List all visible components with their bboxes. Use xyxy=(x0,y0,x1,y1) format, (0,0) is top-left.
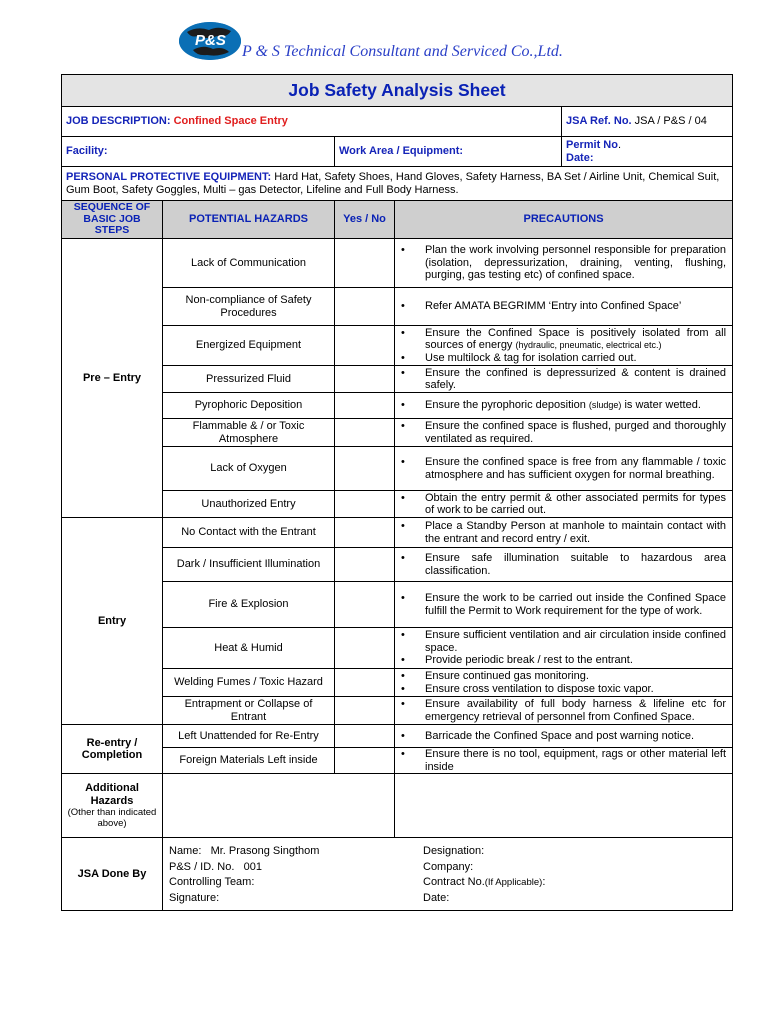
logo-text: P&S xyxy=(195,32,226,49)
table-row: Unauthorized Entry • Obtain the entry permit & other associated permits for types of work to be carried out. xyxy=(62,491,733,518)
hazard-cell: No Contact with the Entrant xyxy=(163,518,335,548)
sheet-title: Job Safety Analysis Sheet xyxy=(62,75,733,107)
precaution-text: Ensure there is no tool, equipment, rags or other material left inside xyxy=(425,748,727,773)
work-area-label: Work Area / Equipment: xyxy=(339,145,464,158)
hazard-cell: Flammable & / or Toxic Atmosphere xyxy=(163,419,335,447)
permit-cell: Permit No. Date: xyxy=(562,137,733,167)
precaution-text: Obtain the entry permit & other associated permits for types of work to be carried out. xyxy=(425,491,727,516)
stage-reentry: Re-entry / Completion xyxy=(62,725,163,774)
jsa-ref-label: JSA Ref. No. xyxy=(566,115,632,128)
yesno-cell[interactable] xyxy=(335,366,395,393)
additional-hazards-label: Additional Hazards xyxy=(85,782,139,807)
precaution-text: Refer AMATA BEGRIMM ‘Entry into Confined Space’ xyxy=(425,300,682,313)
company-name: P & S Technical Consultant and Serviced Co.,Ltd. xyxy=(242,43,563,60)
precaution-text: Ensure the confined space is free from any flammable / toxic atmosphere and has sufficient oxygen for normal breathing. xyxy=(425,456,727,481)
id-value: 001 xyxy=(243,860,262,873)
yesno-cell[interactable] xyxy=(335,582,395,628)
jsa-table xyxy=(61,74,733,911)
precaution-text: Ensure continued gas monitoring. xyxy=(425,670,589,682)
precaution-text: Ensure sufficient ventilation and air circulation inside confined space. xyxy=(425,629,727,654)
column-yesno: Yes / No xyxy=(335,201,395,239)
signoff-date-label: Date: xyxy=(423,891,450,904)
precaution-text: Ensure the confined space is flushed, purged and thoroughly ventilated as required. xyxy=(425,420,727,445)
precaution-text: Ensure cross ventilation to dispose toxic vapor. xyxy=(425,682,654,695)
hazard-cell: Entrapment or Collapse of Entrant xyxy=(163,697,335,725)
precaution-note: (sludge) xyxy=(588,400,622,411)
facility-label: Facility: xyxy=(66,145,108,158)
precaution-text: Ensure availability of full body harness & lifeline etc for emergency retrieval of personnel from Confined Space. xyxy=(425,698,727,723)
table-row: Welding Fumes / Toxic Hazard • Ensure continued gas monitoring. • Ensure cross ventilation to dispose toxic vapor. xyxy=(62,669,733,697)
table-row: Pressurized Fluid • Ensure the confined is depressurized & content is drained safely. xyxy=(62,366,733,393)
yesno-cell[interactable] xyxy=(335,628,395,669)
designation-label: Designation: xyxy=(423,845,485,857)
table-row: Flammable & / or Toxic Atmosphere • Ensure the confined space is flushed, purged and thoroughly ventilated as required. xyxy=(62,419,733,447)
job-description-label: JOB DESCRIPTION xyxy=(66,115,167,128)
precaution-text: is water wetted. xyxy=(624,399,701,412)
name-value: Mr. Prasong Singthom xyxy=(210,845,320,857)
table-row: Pyrophoric Deposition • Ensure the pyrophoric deposition (sludge) is water wetted. xyxy=(62,393,733,419)
yesno-cell[interactable] xyxy=(335,326,395,366)
precaution-text: Ensure the pyrophoric deposition xyxy=(425,399,586,412)
contract-note: (If Applicable) xyxy=(484,877,543,888)
yesno-cell[interactable] xyxy=(335,239,395,288)
precaution-text: Plan the work involving personnel responsible for preparation (isolation, depressurization, draining, venting, flushing, purging, gas testing etc) of confined space. xyxy=(425,244,727,282)
table-row: Dark / Insufficient Illumination • Ensure safe illumination suitable to hazardous area classification. xyxy=(62,548,733,582)
yesno-cell[interactable] xyxy=(335,447,395,491)
precaution-text: Place a Standby Person at manhole to maintain contact with the entrant and record entry / exit. xyxy=(425,520,727,545)
controlling-team-label: Controlling Team: xyxy=(169,876,255,888)
job-description-value: Confined Space Entry xyxy=(173,115,288,128)
hazard-cell: Lack of Oxygen xyxy=(163,447,335,491)
table-row: Lack of Oxygen • Ensure the confined space is free from any flammable / toxic atmosphere and has sufficient oxygen for normal breathing. xyxy=(62,447,733,491)
yesno-cell[interactable] xyxy=(335,697,395,725)
id-label: P&S / ID. No. xyxy=(169,860,235,873)
precaution-text: Use multilock & tag for isolation carried out. xyxy=(425,351,637,364)
hazard-cell: Fire & Explosion xyxy=(163,582,335,628)
table-row: Energized Equipment • Ensure the Confined Space is positively isolated from all sources of energy (hydraulic, pneumatic, electrical etc.) • Use multilock & tag for isolation carried out. xyxy=(62,326,733,366)
yesno-cell[interactable] xyxy=(335,288,395,326)
hazard-cell: Foreign Materials Left inside xyxy=(163,748,335,774)
hazard-cell: Left Unattended for Re-Entry xyxy=(163,725,335,748)
yesno-cell[interactable] xyxy=(335,548,395,582)
column-hazards: POTENTIAL HAZARDS xyxy=(163,201,335,239)
company-logo xyxy=(179,22,241,60)
precaution-text: Barricade the Confined Space and post warning notice. xyxy=(425,729,695,742)
hazard-cell: Unauthorized Entry xyxy=(163,491,335,518)
table-row: Pre – Entry Lack of Communication • Plan the work involving personnel responsible for preparation (isolation, depressurization, draining, venting, flushing, purging, gas testing etc) of confined space. xyxy=(62,239,733,288)
name-label: Name: xyxy=(169,845,202,857)
precaution-text: Ensure the confined is depressurized & content is drained safely. xyxy=(425,366,727,391)
ppe-value: Hard Hat, Safety Shoes, Hand Gloves, Safety Harness, BA Set / Airline Unit, Chemical Suit, Gum Boot, Safety Goggles, Multi – gas Detector, Lifeline and Full Body Harness. xyxy=(66,171,720,196)
additional-hazards-note: (Other than indicated above) xyxy=(67,807,157,829)
date-label: Date: xyxy=(566,151,594,164)
additional-hazards-row xyxy=(62,774,733,838)
column-precautions: PRECAUTIONS xyxy=(395,201,733,239)
contract-label: Contract No. xyxy=(423,876,485,888)
precaution-text: Provide periodic break / rest to the entrant. xyxy=(425,654,633,667)
table-row: Entrapment or Collapse of Entrant • Ensure availability of full body harness & lifeline etc for emergency retrieval of personnel from Confined Space. xyxy=(62,697,733,725)
hazard-cell: Heat & Humid xyxy=(163,628,335,669)
jsa-done-label: JSA Done By xyxy=(62,838,163,911)
yesno-cell[interactable] xyxy=(335,491,395,518)
facility-cell xyxy=(62,137,335,167)
job-description-cell: JOB DESCRIPTION: Confined Space Entry xyxy=(62,107,562,137)
jsa-done-row: JSA Done By Name: Mr. Prasong Singthom P&S / ID. No. 001 Controlling Team: Signature: Designation: Company: Contract No.(If Applicable): Date: xyxy=(62,838,733,911)
work-area-cell xyxy=(335,137,562,167)
jsa-ref-cell xyxy=(562,107,733,137)
hazard-cell: Energized Equipment xyxy=(163,326,335,366)
hazard-cell: Pyrophoric Deposition xyxy=(163,393,335,419)
table-row: Heat & Humid • Ensure sufficient ventilation and air circulation inside confined space. • Provide periodic break / rest to the entrant. xyxy=(62,628,733,669)
precaution-note: (hydraulic, pneumatic, electrical etc.) xyxy=(515,340,662,351)
yesno-cell[interactable] xyxy=(335,669,395,697)
hazard-cell: Pressurized Fluid xyxy=(163,366,335,393)
table-row: Foreign Materials Left inside • Ensure there is no tool, equipment, rags or other material left inside xyxy=(62,748,733,774)
ppe-cell xyxy=(62,167,733,201)
precaution-text: Ensure the Confined Space is positively isolated from all sources of energy xyxy=(425,326,727,352)
hazard-cell: Non-compliance of Safety Procedures xyxy=(163,288,335,326)
table-row: Non-compliance of Safety Procedures • Refer AMATA BEGRIMM ‘Entry into Confined Space’ xyxy=(62,288,733,326)
additional-precautions-input[interactable] xyxy=(395,774,733,838)
stage-pre-entry: Pre – Entry xyxy=(62,239,163,518)
hazard-cell: Lack of Communication xyxy=(163,239,335,288)
jsa-ref-value: JSA / P&S / 04 xyxy=(634,115,707,128)
company-label: Company: xyxy=(423,860,474,873)
signature-label: Signature: xyxy=(169,891,220,904)
hazard-cell: Dark / Insufficient Illumination xyxy=(163,548,335,582)
table-row: Fire & Explosion • Ensure the work to be carried out inside the Confined Space fulfill the Permit to Work requirement for the type of work. xyxy=(62,582,733,628)
permit-label: Permit No xyxy=(566,139,618,151)
yesno-cell[interactable] xyxy=(335,393,395,419)
hazard-cell: Welding Fumes / Toxic Hazard xyxy=(163,669,335,697)
table-row: Re-entry / Completion Left Unattended for Re-Entry • Barricade the Confined Space and post warning notice. xyxy=(62,725,733,748)
column-sequence: SEQUENCE OF BASIC JOB STEPS xyxy=(62,201,163,239)
precaution-text: Ensure the work to be carried out inside the Confined Space fulfill the Permit to Work requirement for the type of work. xyxy=(425,592,727,617)
yesno-cell[interactable] xyxy=(335,518,395,548)
yesno-cell[interactable] xyxy=(335,419,395,447)
yesno-cell[interactable] xyxy=(335,748,395,774)
additional-hazards-input[interactable] xyxy=(163,774,395,838)
document-header xyxy=(0,0,768,75)
table-row: Entry No Contact with the Entrant • Place a Standby Person at manhole to maintain contact with the entrant and record entry / exit. xyxy=(62,518,733,548)
precaution-text: Ensure safe illumination suitable to hazardous area classification. xyxy=(425,552,727,577)
stage-entry: Entry xyxy=(62,518,163,725)
yesno-cell[interactable] xyxy=(335,725,395,748)
ppe-label: PERSONAL PROTECTIVE EQUIPMENT: xyxy=(66,171,272,183)
